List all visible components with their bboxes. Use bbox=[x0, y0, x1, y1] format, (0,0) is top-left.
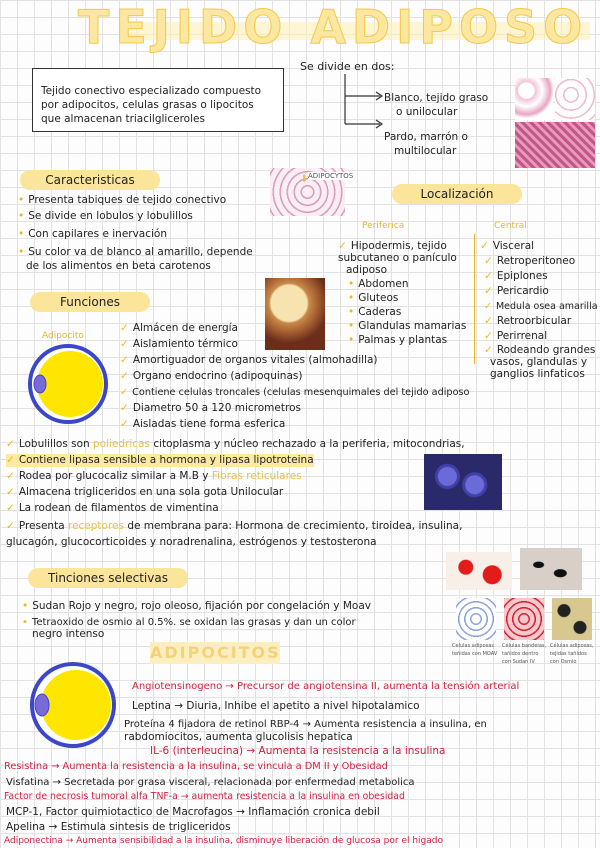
funcion-item: ✓ Organo endocrino (adipoquinas) bbox=[120, 370, 302, 383]
central-extra: ganglios linfaticos bbox=[490, 368, 585, 380]
adipocito-line: Adiponectina → Aumenta sensibilidad a la insulina, disminuye liberación de glucosa por el higado bbox=[4, 836, 444, 846]
blanco-line: o unilocular bbox=[396, 106, 458, 118]
adipose-sem-photo bbox=[424, 454, 502, 510]
brown-fat-micrograph bbox=[515, 122, 595, 168]
fat-cells-photo bbox=[265, 278, 325, 350]
arrow-icon: ⬇ bbox=[300, 174, 309, 185]
adipocyte-large-icon bbox=[28, 660, 118, 750]
adipocito-line: Leptina → Diuria, Inhibe el apetito a nivel hipotalamico bbox=[132, 700, 420, 712]
lobulillo-line: glucagón, glucocorticoides y noradrenalina, estrógenos y testosterona bbox=[6, 536, 377, 548]
sudan-iv-photo bbox=[504, 598, 544, 640]
caption-sudan: Células bandeias, tañidos dentro con Sudan IV bbox=[502, 643, 547, 665]
localizacion-divider bbox=[474, 234, 475, 364]
adipocito-line: rabdomiocitos, aumenta glucolisis hepatica bbox=[124, 731, 353, 743]
pardo-line: Pardo, marrón o bbox=[384, 131, 468, 143]
adipocitos-heading: ADIPOCITOS bbox=[150, 643, 281, 662]
tinciones-heading: Tinciones selectivas bbox=[28, 568, 188, 588]
lobulillo-line: ✓ Rodea por glucocaliz similar a M.B y Fibras reticulares bbox=[6, 470, 302, 483]
divide-intro: Se divide en dos: bbox=[300, 60, 395, 73]
funcion-item: ✓ Contiene celulas troncales (celulas mesenquimales del tejido adiposo bbox=[120, 386, 469, 399]
periferica-line: subcutaneo o panículo bbox=[338, 252, 457, 264]
central-item: ✓ Retroorbicular bbox=[484, 315, 571, 328]
adipocytos-tag: ADIPOCYTOS bbox=[308, 172, 354, 180]
caracteristica-item: • Presenta tabiques de tejido conectivo bbox=[18, 194, 226, 207]
white-fat-micrograph-2 bbox=[555, 78, 595, 120]
funcion-item: ✓ Aislamiento térmico bbox=[120, 338, 238, 351]
moav-stain-photo bbox=[456, 598, 496, 640]
osmio-photo bbox=[552, 598, 592, 640]
central-item: ✓ Perirrenal bbox=[484, 330, 547, 343]
definition-box bbox=[32, 68, 284, 132]
adipocito-label: Adipocito bbox=[42, 331, 84, 341]
adipocito-line: Visfatina → Secretada por grasa visceral, relacionada por enfermedad metabolica bbox=[6, 777, 415, 788]
periferica-item: • Caderas bbox=[348, 306, 401, 319]
funciones-heading: Funciones bbox=[30, 292, 150, 312]
branch-arrows bbox=[340, 74, 390, 134]
central-item: ✓ Retroperitoneo bbox=[484, 255, 575, 268]
periferica-item: • Palmas y plantas bbox=[348, 334, 447, 347]
adipocito-line: IL-6 (interleucina) → Aumenta la resistencia a la insulina bbox=[150, 745, 446, 757]
central-item: ✓ Medula osea amarilla bbox=[484, 300, 598, 313]
periferica-label: Periferica bbox=[362, 221, 405, 231]
lobulillo-line: ✓ Presenta receptores de membrana para: Hormona de crecimiento, tiroidea, insulina, bbox=[6, 520, 462, 533]
periferica-line: ✓ Hipodermis, tejido bbox=[338, 240, 447, 253]
definition-line: que almacenan triacilgliceroles bbox=[41, 113, 205, 125]
localizacion-heading: Localización bbox=[392, 184, 522, 204]
central-item: ✓ Visceral bbox=[480, 240, 534, 253]
caracteristica-item: • Su color va de blanco al amarillo, depende bbox=[18, 246, 253, 259]
funcion-item: ✓ Amortiguador de organos vitales (almohadilla) bbox=[120, 354, 378, 367]
caption-osmio: Células adiposas, tejidas tañidos con Osmio bbox=[550, 643, 594, 665]
lobulillo-line: ✓ La rodean de filamentos de vimentina bbox=[6, 502, 219, 515]
central-extra: vasos, glandulas y bbox=[490, 356, 588, 368]
central-item: ✓ Pericardio bbox=[484, 285, 549, 298]
caracteristicas-heading: Caracteristicas bbox=[20, 170, 160, 190]
adipocito-line: Angiotensinogeno → Precursor de angiotensina II, aumenta la tensión arterial bbox=[132, 681, 520, 692]
periferica-line: adiposo bbox=[346, 264, 388, 276]
tincion-line: • Sudan Rojo y negro, rojo oleoso, fijación por congelación y Moav bbox=[22, 600, 371, 613]
lobulillo-line: ✓ Lobulillos son poliedricas citoplasma y núcleo rechazado a la periferia, mitocondrias, bbox=[6, 438, 465, 451]
page-title: TEJIDO ADIPOSO bbox=[78, 0, 589, 54]
sudan-stain-photo bbox=[446, 552, 512, 590]
adipocytes-micrograph bbox=[270, 168, 354, 216]
periferica-item: • Gluteos bbox=[348, 292, 398, 305]
caracteristica-item: • Se divide en lobulos y lobulillos bbox=[18, 210, 193, 223]
funcion-item: ✓ Almácen de energía bbox=[120, 322, 238, 335]
adipocito-line: MCP-1, Factor quimiotactico de Macrofagos → Inflamación cronica debil bbox=[6, 806, 380, 818]
white-fat-micrograph bbox=[515, 78, 553, 120]
adipocito-line: Resistina → Aumenta la resistencia a la insulina, se vincula a DM II y Obesidad bbox=[4, 761, 388, 772]
caracteristica-item: de los alimentos en beta carotenos bbox=[26, 260, 211, 272]
adipocito-line: Apelina → Estimula sintesis de trigliceridos bbox=[6, 821, 231, 833]
lobulillo-line: ✓ Contiene lipasa sensible a hormona y lipasa lipotroteina bbox=[6, 454, 314, 467]
definition-line: Tejido conectivo especializado compuesto bbox=[41, 85, 262, 97]
pardo-line: multilocular bbox=[394, 145, 457, 157]
osmium-stain-photo bbox=[520, 548, 582, 590]
central-label: Central bbox=[494, 221, 527, 231]
funcion-item: ✓ Aisladas tiene forma esferica bbox=[120, 418, 285, 431]
periferica-item: • Glandulas mamarias bbox=[348, 320, 466, 333]
tincion-line: • Tetraoxido de osmio al 0.5%. se oxidan las grasas y dan un color bbox=[22, 616, 356, 629]
caption-moav: Celulas adiposas teñidas con MOAV bbox=[452, 643, 498, 657]
central-extra: ✓ Rodeando grandes bbox=[484, 344, 595, 357]
caracteristica-item: • Con capilares e inervación bbox=[18, 228, 167, 241]
lobulillo-line: ✓ Almacena trigliceridos en una sola gota Unilocular bbox=[6, 486, 283, 499]
adipocito-line: Proteína 4 fijadora de retinol RBP-4 → Aumenta resistencia a insulina, en bbox=[124, 719, 487, 730]
tincion-line: negro intenso bbox=[32, 628, 105, 640]
adipocyte-diagram-icon bbox=[26, 342, 110, 426]
adipocito-line: Factor de necrosis tumoral alfa TNF-a → aumenta resistencia a la insulina en obesidad bbox=[4, 791, 405, 802]
funcion-item: ✓ Diametro 50 a 120 micrometros bbox=[120, 402, 301, 415]
periferica-item: • Abdomen bbox=[348, 278, 408, 291]
definition-line: por adipocitos, celulas grasas o lipocitos bbox=[41, 99, 254, 111]
central-item: ✓ Epiplones bbox=[484, 270, 548, 283]
blanco-line: Blanco, tejido graso bbox=[384, 92, 489, 104]
